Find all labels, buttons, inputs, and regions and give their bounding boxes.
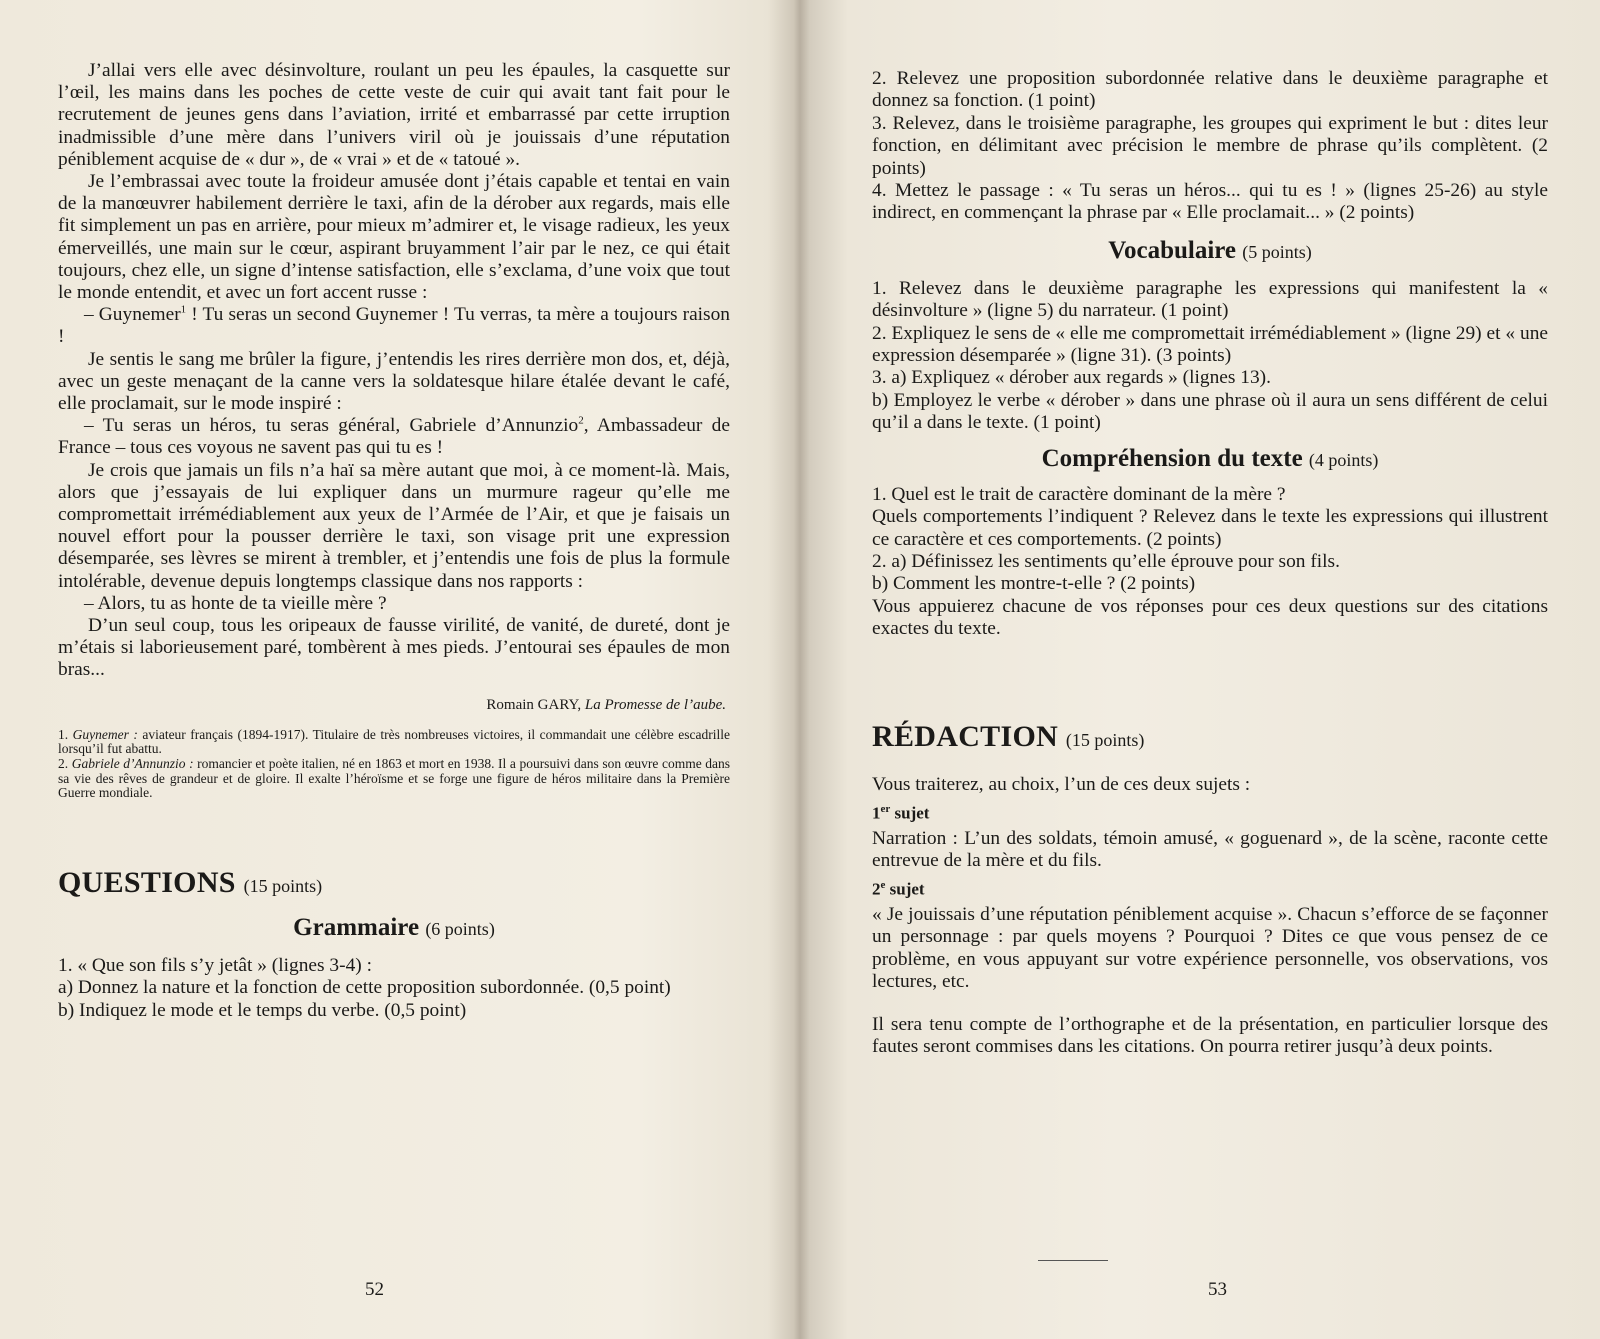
question-item: 1. Quel est le trait de caractère dominant de la mère ? <box>872 483 1286 505</box>
dialog-line: – Guynemer$^1$ ! Tu seras un second Guynemer ! Tu verras, ta mère a toujours raison ! <box>58 303 730 348</box>
question-item: 2. Relevez une proposition subordonnée relative dans le deuxième paragraphe et donnez sa fonction. (1 point) <box>872 68 1548 112</box>
right-page <box>808 0 1600 1339</box>
question-item: 2. Expliquez le sens de « elle me compromettait irrémédiablement » (ligne 29) et « une expression désemparée » (ligne 31). (3 points) <box>872 322 1548 367</box>
sujet-1-text: Narration : L’un des soldats, témoin amusé, « goguenard », de la scène, raconte cette entrevue de la mère et du fils. <box>872 827 1548 871</box>
footnote-2: 2. Gabriele d’Annunzio : romancier et poète italien, né en 1863 et mort en 1938. Il a poursuivi dans son œuvre comme dans sa vie des rêves de grandeur et de gloire. Il exalte l’héroïsme et se forge une figure de héros militaire dans la Première Guerre mondiale. <box>58 756 731 801</box>
question-item: a) Donnez la nature et la fonction de cette proposition subordonnée. (0,5 point) <box>58 977 671 999</box>
footnote-ref: 2 <box>578 414 584 427</box>
grammaire-heading: Grammaire (6 points) <box>293 913 495 941</box>
question-item: 1. Relevez dans le deuxième paragraphe les expressions qui manifestent la « désinvolture » (ligne 5) du narrateur. (1 point) <box>872 277 1548 322</box>
question-item: Quels comportements l’indiquent ? Relevez dans le texte les expressions qui illustrent ce caractère et ces comportements. (2 points) <box>872 506 1548 550</box>
divider <box>1038 1260 1108 1261</box>
redaction-final-note: Il sera tenu compte de l’orthographe et de la présentation, en particulier lorsque des fautes seront commises dans les citations. On pourra retirer jusqu’à deux points. <box>872 1013 1548 1058</box>
text-paragraph: Je l’embrassai avec toute la froideur amusée dont j’étais capable et tentai en vain de la manœuvrer habilement derrière le taxi, afin de la dérober aux regards, mais elle fit simplement un pas en arrière, pour mieux m’admirer et, le visage radieux, les yeux émerveillés, une main sur le cœur, aspirant bruyamment l’air par le nez, ce qui était toujours, chez elle, un signe d’intense satisfaction, elle s’exclama, d’une voix que tout le monde entendit, et avec un fort accent russe : <box>58 171 730 304</box>
question-item: b) Comment les montre-t-elle ? (2 points) <box>872 573 1196 595</box>
sujet-2-text: « Je jouissais d’une réputation péniblement acquise ». Chacun s’efforce de se façonner un personnage : par quels moyens ? Pourquoi ? Dites ce que vous pensez de ce problème, en vous appuyant sur votre expérience personnelle, vos observations, vos lectures, etc. <box>872 904 1548 993</box>
grammaire-questions-cont <box>872 68 1548 225</box>
comprehension-heading: Compréhension du texte (4 points) <box>1041 444 1379 472</box>
questions-heading: QUESTIONS (15 points) <box>58 865 323 899</box>
text-paragraph: D’un seul coup, tous les oripeaux de fausse virilité, de vanité, de dureté, dont je m’étais si laborieusement paré, tombèrent à mes pieds. J’entourai ses épaules de mon bras... <box>58 615 730 681</box>
vocabulaire-heading: Vocabulaire (5 points) <box>1108 236 1312 264</box>
vocabulaire-questions <box>872 278 1548 435</box>
question-item: 3. a) Expliquez « dérober aux regards » (lignes 13). <box>872 367 1271 389</box>
question-note: Vous appuierez chacune de vos réponses pour ces deux questions sur des citations exactes du texte. <box>872 595 1548 640</box>
sujet-2-label: 2e sujet <box>872 879 925 900</box>
question-item: b) Indiquez le mode et le temps du verbe. (0,5 point) <box>58 999 467 1021</box>
comprehension-questions <box>872 484 1548 641</box>
redaction-heading: RÉDACTION (15 points) <box>872 719 1145 753</box>
question-item: b) Employez le verbe « dérober » dans une phrase où il aura un sens différent de celui qu’il a dans le texte. (1 point) <box>872 389 1548 434</box>
attribution: Romain GARY, La Promesse de l’aube. <box>486 696 726 713</box>
dialog-line: – Alors, tu as honte de ta vieille mère ? <box>84 592 387 614</box>
footnote-1: 1. Guynemer : aviateur français (1894-1917). Titulaire de très nombreuses victoires, il commandait une célèbre escadrille lorsqu’il fut abattu. <box>58 726 730 757</box>
dialog-line: – Tu seras un héros, tu seras général, Gabriele d’Annunzio$^2$, Ambassadeur de France – tous ces voyous ne savent pas qui tu es ! <box>58 414 730 459</box>
page-number: 52 <box>365 1279 384 1300</box>
question-item: 4. Mettez le passage : « Tu seras un héros... qui tu es ! » (lignes 25-26) au style indirect, en commençant la phrase par « Elle proclamait... » (2 points) <box>872 180 1548 224</box>
page-number: 53 <box>1208 1279 1227 1300</box>
redaction-intro: Vous traiterez, au choix, l’un de ces deux sujets : <box>872 773 1251 795</box>
sujet-1-label: 1er sujet <box>872 802 930 823</box>
grammaire-questions <box>58 955 730 1022</box>
footnotes <box>58 728 730 801</box>
question-item: 2. a) Définissez les sentiments qu’elle éprouve pour son fils. <box>872 550 1340 572</box>
text-paragraph: J’allai vers elle avec désinvolture, roulant un peu les épaules, la casquette sur l’œil, les mains dans les poches de cette veste de cuir qui avait tant fait pour le recrutement de jeunes gens dans l’aviation, irrité et embarrassé par cette irruption inadmissible d’une mère dans l’univers viril où je jouissais d’une réputation péniblement acquise de « dur », de « vrai » et de « tatoué ». <box>58 60 730 170</box>
text-paragraph: Je sentis le sang me brûler la figure, j’entendis les rires derrière mon dos, et, déjà, avec un geste menaçant de la canne vers la soldatesque hilare étalée devant le café, elle proclamait, sur le mode inspiré : <box>58 348 730 415</box>
footnote-ref: 1 <box>180 303 187 316</box>
question-item: 1. « Que son fils s’y jetât » (lignes 3-4) : <box>58 954 372 976</box>
redaction-section <box>872 774 1548 1059</box>
question-item: 3. Relevez, dans le troisième paragraphe, les groupes qui expriment le but : dites leur fonction, en délimitant avec précision le membre de phrase qu’ils complètent. (2 points) <box>872 112 1548 179</box>
text-paragraph: Je crois que jamais un fils n’a haï sa mère autant que moi, à ce moment-là. Mais, alors que j’essayais de lui expliquer dans un murmure rageur qu’elle me compromettait irrémédiablement aux yeux de l’Armée de l’Air, et que je faisais un nouvel effort pour la pousser derrière le taxi, son visage prit une expression désemparée, ses lèvres se mirent à trembler, et j’entendis une fois de plus la formule intolérable, devenue depuis longtemps classique dans nos rapports : <box>58 459 730 592</box>
